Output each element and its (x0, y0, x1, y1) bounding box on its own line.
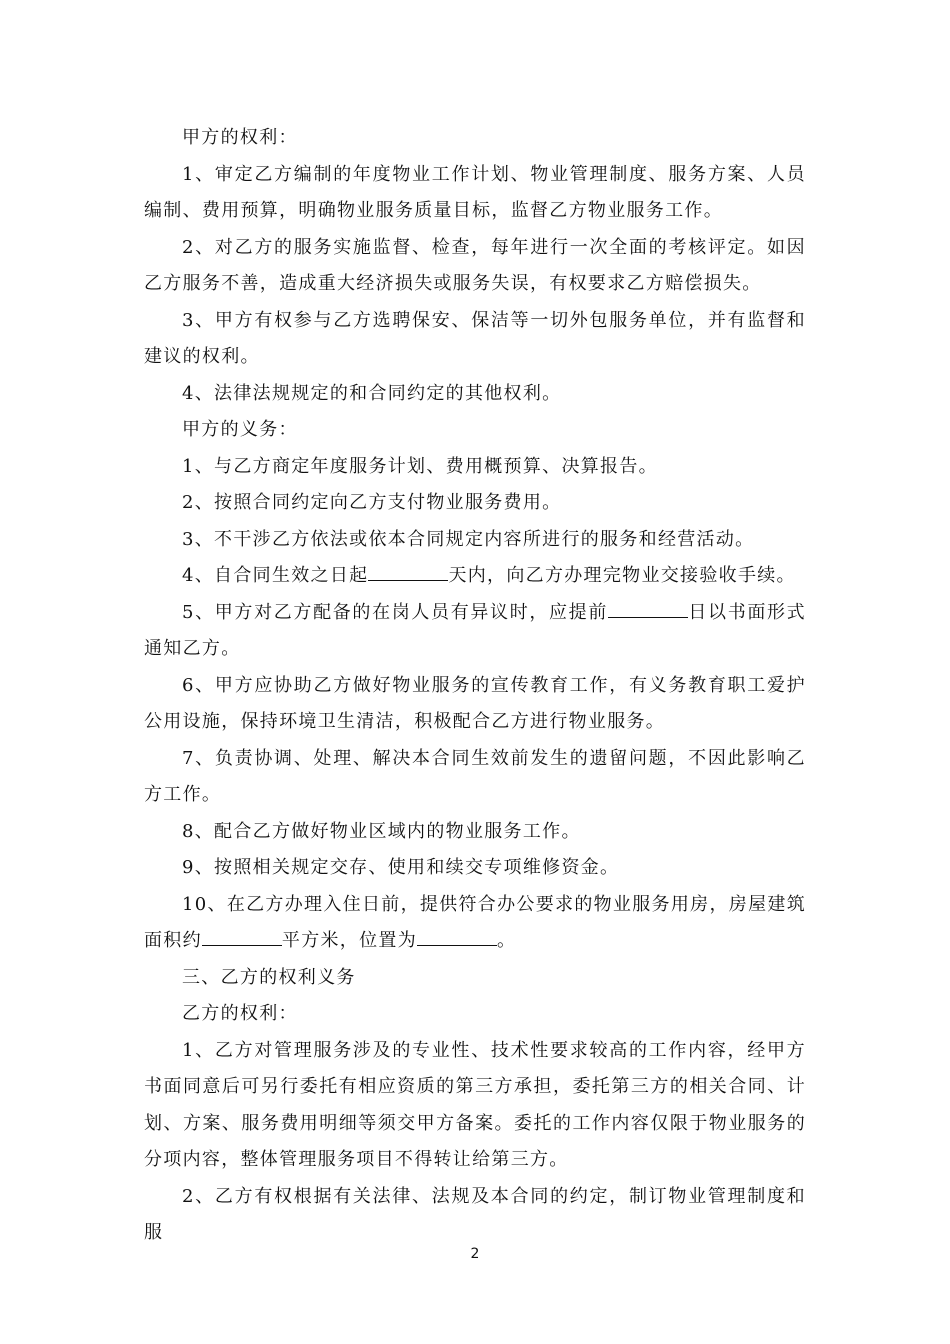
paragraph-with-blank (144, 558, 806, 595)
paragraph: 2、按照合同约定向乙方支付物业服务费用。 (182, 492, 562, 513)
document-body (144, 120, 806, 1252)
paragraph: 甲方的权利： (182, 127, 298, 148)
paragraph: 3、甲方有权参与乙方选聘保安、保洁等一切外包服务单位，并有监督和建议的权利。 (144, 309, 806, 367)
text-segment: 10、在乙方办理入住日前，提供符合办公要求的物业服务用房，房屋建筑面积约 (144, 893, 806, 951)
fill-in-blank (202, 929, 282, 946)
paragraph-with-blank (144, 887, 806, 960)
text-segment: 天内，向乙方办理完物业交接验收手续。 (448, 565, 796, 586)
fill-in-blank (368, 564, 448, 581)
paragraph-with-blank (144, 595, 806, 668)
paragraph: 1、与乙方商定年度服务计划、费用概预算、决算报告。 (182, 455, 658, 477)
paragraph: 9、按照相关规定交存、使用和续交专项维修资金。 (182, 857, 620, 878)
fill-in-blank (417, 929, 497, 946)
section-heading: 乙方的权利： (182, 1003, 298, 1024)
paragraph: 6、甲方应协助乙方做好物业服务的宣传教育工作，有义务教育职工爱护公用设施，保持环境卫生清洁，积极配合乙方进行物业服务。 (144, 674, 806, 732)
paragraph: 2、乙方有权根据有关法律、法规及本合同的约定，制订物业管理制度和服 (144, 1185, 806, 1243)
paragraph: 2、对乙方的服务实施监督、检查，每年进行一次全面的考核评定。如因乙方服务不善，造成重大经济损失或服务失误，有权要求乙方赔偿损失。 (144, 236, 806, 294)
paragraph: 1、乙方对管理服务涉及的专业性、技术性要求较高的工作内容，经甲方书面同意后可另行委托有相应资质的第三方承担，委托第三方的相关合同、计划、方案、服务费用明细等须交甲方备案。委托的工作内容仅限于物业服务的分项内容，整体管理服务项目不得转让给第三方。 (144, 1039, 806, 1170)
paragraph: 7、负责协调、处理、解决本合同生效前发生的遗留问题，不因此影响乙方工作。 (144, 747, 806, 805)
text-segment: 日以书面形式通知乙方。 (144, 601, 806, 659)
paragraph: 3、不干涉乙方依法或依本合同规定内容所进行的服务和经营活动。 (182, 528, 755, 550)
paragraph: 4、法律法规规定的和合同约定的其他权利。 (182, 382, 562, 404)
text-segment: 平方米，位置为 (281, 930, 418, 951)
paragraph: 8、配合乙方做好物业区域内的物业服务工作。 (182, 820, 581, 842)
page-number: 2 (470, 1246, 480, 1262)
fill-in-blank (608, 601, 688, 618)
text-segment: 。 (497, 930, 517, 951)
section-heading: 三、乙方的权利义务 (182, 966, 356, 988)
text-segment: 5、甲方对乙方配备的在岗人员有异议时，应提前 (182, 601, 609, 623)
text-segment: 4、自合同生效之日起 (182, 565, 369, 586)
paragraph: 1、审定乙方编制的年度物业工作计划、物业管理制度、服务方案、人员编制、费用预算，明确物业服务质量目标，监督乙方物业服务工作。 (144, 163, 806, 221)
section-heading: 甲方的义务： (182, 419, 298, 440)
